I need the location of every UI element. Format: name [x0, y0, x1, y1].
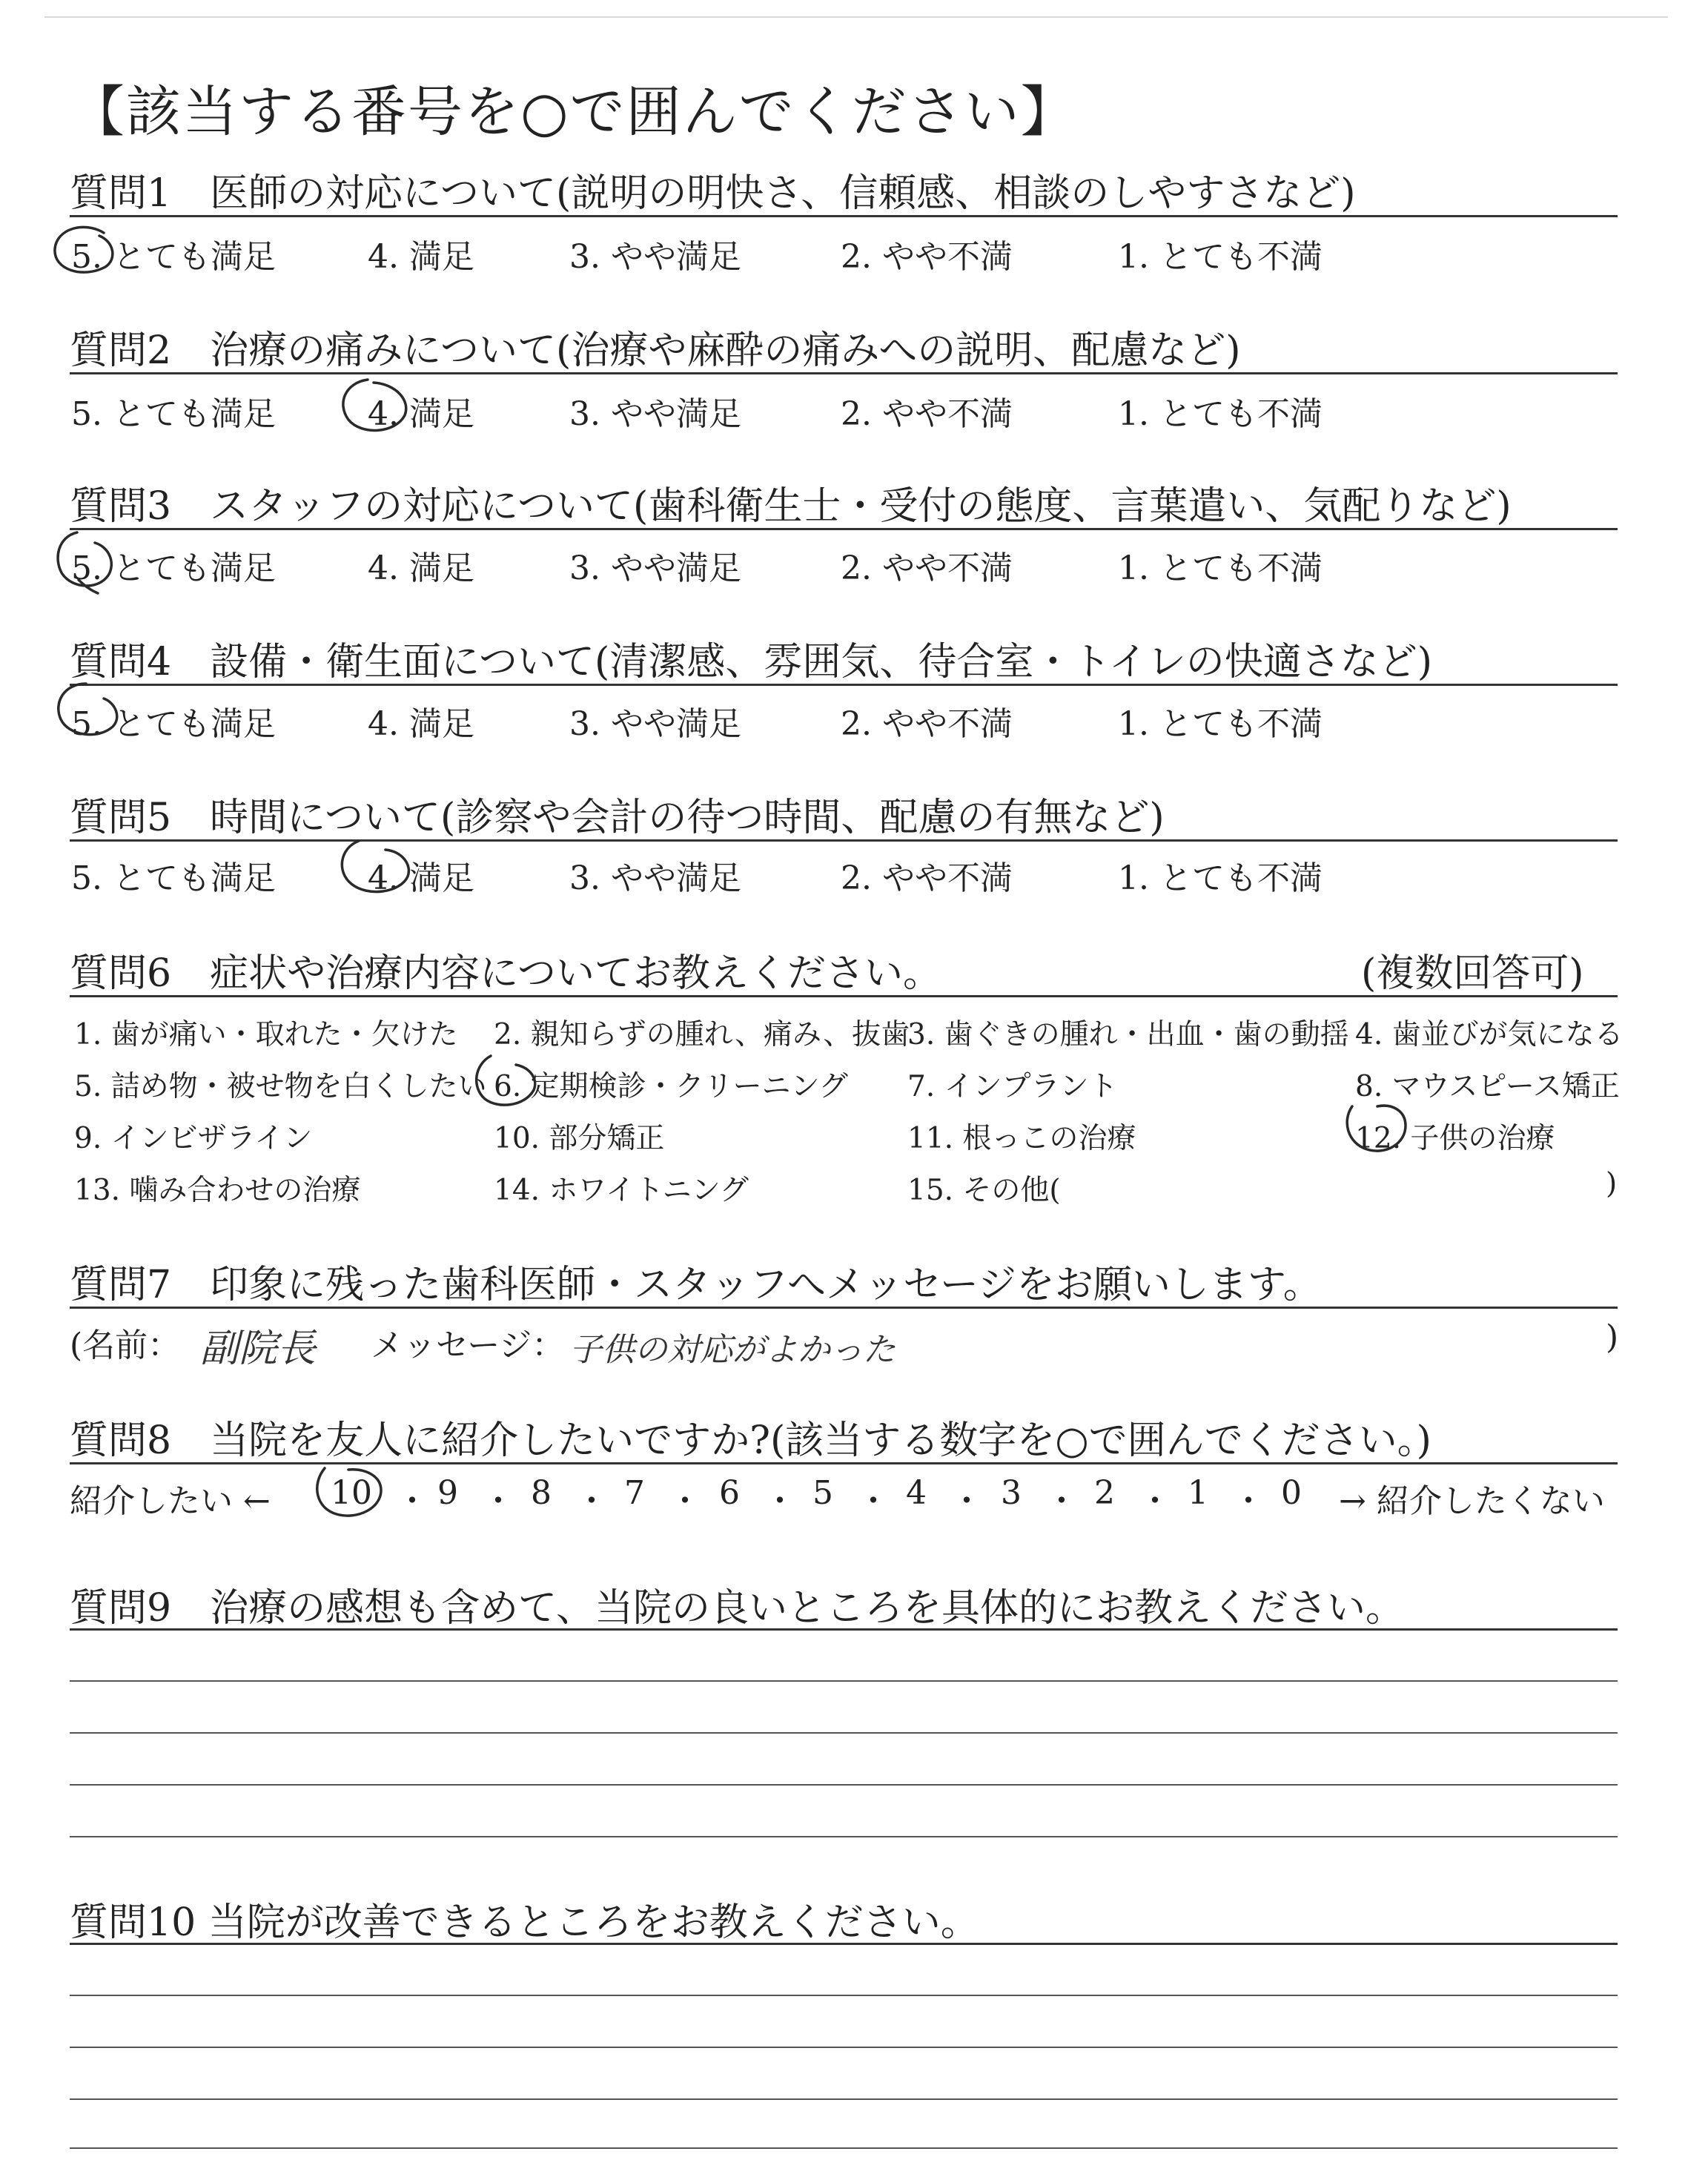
- q8-score-5[interactable]: 5: [812, 1474, 833, 1512]
- q6-option-6[interactable]: 6. 定期検診・クリーニング: [494, 1070, 848, 1103]
- q4-option-2[interactable]: 2. やや不満: [841, 705, 1013, 743]
- question-10-rule: [70, 1943, 1618, 1945]
- q3-option-5[interactable]: 5. とても満足: [71, 549, 276, 587]
- question-2-label: 質問2 治療の痛みについて(治療や麻酔の痛みへの説明、配慮など): [70, 328, 1241, 373]
- q4-option-3[interactable]: 3. やや満足: [569, 705, 741, 743]
- q8-score-9[interactable]: 9: [437, 1474, 458, 1512]
- q8-score-4[interactable]: 4: [906, 1474, 927, 1512]
- q9-answer-line[interactable]: [70, 1836, 1618, 1837]
- q2-answer-circle: [331, 374, 420, 440]
- q3-answer-circle: [46, 522, 120, 596]
- q5-option-1[interactable]: 1. とても不満: [1118, 859, 1323, 897]
- q8-answer-circle: [304, 1455, 393, 1529]
- q1-option-5[interactable]: 5. とても満足: [71, 238, 276, 276]
- question-6-multi-note: (複数回答可): [1361, 951, 1584, 996]
- q8-score-8[interactable]: 8: [531, 1474, 552, 1512]
- q4-option-5[interactable]: 5. とても満足: [71, 705, 276, 743]
- q4-option-1[interactable]: 1. とても不満: [1118, 705, 1323, 743]
- q6-option-5[interactable]: 5. 詰め物・被せ物を白くしたい: [74, 1070, 487, 1103]
- q6-option-8[interactable]: 8. マウスピース矯正: [1355, 1070, 1620, 1103]
- q10-answer-line[interactable]: [70, 2098, 1618, 2100]
- q1-option-1[interactable]: 1. とても不満: [1118, 238, 1323, 276]
- q8-score-2[interactable]: 2: [1094, 1474, 1115, 1512]
- q10-answer-line[interactable]: [70, 2147, 1618, 2149]
- question-2-rule: [70, 372, 1618, 374]
- q3-option-4[interactable]: 4. 満足: [368, 549, 474, 587]
- question-4-rule: [70, 684, 1618, 686]
- q2-option-5[interactable]: 5. とても満足: [71, 395, 276, 433]
- q5-option-2[interactable]: 2. やや不満: [841, 859, 1013, 897]
- q6-option-11[interactable]: 11. 根っこの治療: [907, 1122, 1136, 1155]
- q1-option-2[interactable]: 2. やや不満: [841, 238, 1013, 276]
- question-5-rule: [70, 839, 1618, 842]
- q6-option-1[interactable]: 1. 歯が痛い・取れた・欠けた: [74, 1018, 458, 1051]
- q2-option-1[interactable]: 1. とても不満: [1118, 395, 1323, 433]
- question-5-label: 質問5 時間について(診察や会計の待つ時間、配慮の有無など): [70, 796, 1165, 840]
- q8-dot: ・: [396, 1482, 428, 1520]
- question-1-label: 質問1 医師の対応について(説明の明快さ、信頼感、相談のしやすさなど): [70, 171, 1356, 216]
- q6-answer-circle-12: [1334, 1091, 1416, 1163]
- q7-message-label: メッセージ：: [371, 1327, 565, 1364]
- q5-option-5[interactable]: 5. とても満足: [71, 859, 276, 897]
- q6-option-3[interactable]: 3. 歯ぐきの腫れ・出血・歯の動揺: [907, 1018, 1349, 1051]
- q4-option-4[interactable]: 4. 満足: [368, 705, 474, 743]
- q8-score-3[interactable]: 3: [1001, 1474, 1022, 1512]
- q2-option-2[interactable]: 2. やや不満: [841, 395, 1013, 433]
- q8-dot: ・: [482, 1482, 514, 1520]
- q1-option-3[interactable]: 3. やや満足: [569, 238, 741, 276]
- q8-dot: ・: [575, 1482, 608, 1520]
- question-3-label: 質問3 スタッフの対応について(歯科衛生士・受付の態度、言葉遣い、気配りなど): [70, 484, 1512, 529]
- q6-option-15-close: ): [1606, 1167, 1618, 1200]
- question-7-rule: [70, 1307, 1618, 1309]
- q8-score-7[interactable]: 7: [624, 1474, 645, 1512]
- question-1-rule: [70, 215, 1618, 217]
- q4-answer-circle: [44, 673, 126, 747]
- q6-option-9[interactable]: 9. インビザライン: [74, 1122, 313, 1155]
- question-3-rule: [70, 528, 1618, 530]
- question-8-rule: [70, 1462, 1618, 1464]
- q2-option-3[interactable]: 3. やや満足: [569, 395, 741, 433]
- q9-answer-line[interactable]: [70, 1732, 1618, 1734]
- q6-answer-circle-6: [464, 1048, 546, 1115]
- q10-answer-line[interactable]: [70, 1995, 1618, 1996]
- q8-dot: ・: [1045, 1482, 1078, 1520]
- q1-option-4[interactable]: 4. 満足: [368, 238, 474, 276]
- q5-option-3[interactable]: 3. やや満足: [569, 859, 741, 897]
- q8-dot: ・: [669, 1482, 701, 1520]
- q2-option-4[interactable]: 4. 満足: [368, 395, 474, 433]
- scan-top-edge: [44, 16, 1668, 18]
- q7-name-label: (名前：: [70, 1327, 181, 1364]
- q8-dot: ・: [1139, 1482, 1171, 1520]
- q8-left-label: 紹介したい ←: [70, 1482, 271, 1520]
- q7-message-handwritten[interactable]: 子供の対応がよかった: [569, 1331, 896, 1369]
- question-7-label: 質問7 印象に残った歯科医師・スタッフへメッセージをお願いします。: [70, 1263, 1322, 1307]
- question-8-label: 質問8 当院を友人に紹介したいですか?(該当する数字を○で囲んでください。): [70, 1418, 1431, 1463]
- q6-option-10[interactable]: 10. 部分矯正: [494, 1122, 665, 1155]
- q7-close-paren: ): [1606, 1318, 1619, 1356]
- question-6-rule: [70, 995, 1618, 997]
- q6-option-13[interactable]: 13. 噛み合わせの治療: [74, 1174, 361, 1207]
- question-6-label: 質問6 症状や治療内容についてお教えください。: [70, 951, 942, 996]
- q9-answer-line[interactable]: [70, 1784, 1618, 1786]
- q6-option-4[interactable]: 4. 歯並びが気になる: [1355, 1018, 1623, 1051]
- q6-option-12[interactable]: 12. 子供の治療: [1355, 1122, 1555, 1155]
- q1-answer-circle: [46, 219, 120, 286]
- q5-option-4[interactable]: 4. 満足: [368, 859, 474, 897]
- q8-score-1[interactable]: 1: [1188, 1474, 1208, 1512]
- q3-option-3[interactable]: 3. やや満足: [569, 549, 741, 587]
- q8-dot: ・: [764, 1482, 796, 1520]
- q6-option-2[interactable]: 2. 親知らずの腫れ、痛み、抜歯: [494, 1018, 910, 1051]
- question-9-rule: [70, 1628, 1618, 1631]
- q6-option-15[interactable]: 15. その他(: [907, 1174, 1061, 1207]
- q9-answer-line[interactable]: [70, 1680, 1618, 1682]
- question-4-label: 質問4 設備・衛生面について(清潔感、雰囲気、待合室・トイレの快適さなど): [70, 640, 1433, 684]
- q3-option-2[interactable]: 2. やや不満: [841, 549, 1013, 587]
- question-10-label: 質問10 当院が改善できるところをお教えください。: [70, 1900, 979, 1945]
- q6-option-14[interactable]: 14. ホワイトニング: [494, 1174, 749, 1207]
- q8-score-10[interactable]: 10: [331, 1474, 372, 1512]
- q8-dot: ・: [950, 1482, 983, 1520]
- question-9-label: 質問9 治療の感想も含めて、当院の良いところを具体的にお教えください。: [70, 1586, 1405, 1631]
- q3-option-1[interactable]: 1. とても不満: [1118, 549, 1323, 587]
- q6-option-7[interactable]: 7. インプラント: [907, 1070, 1118, 1103]
- q8-dot: ・: [1232, 1482, 1265, 1520]
- q8-score-0[interactable]: 0: [1281, 1474, 1302, 1512]
- q8-dot: ・: [857, 1482, 890, 1520]
- q8-right-label: → 紹介したくない: [1339, 1482, 1605, 1520]
- q8-score-6[interactable]: 6: [719, 1474, 740, 1512]
- q7-name-handwritten[interactable]: 副院長: [200, 1327, 317, 1371]
- q10-answer-line[interactable]: [70, 2047, 1618, 2048]
- form-title: 【該当する番号を○で囲んでください】: [70, 80, 1077, 144]
- q5-answer-circle: [329, 833, 426, 900]
